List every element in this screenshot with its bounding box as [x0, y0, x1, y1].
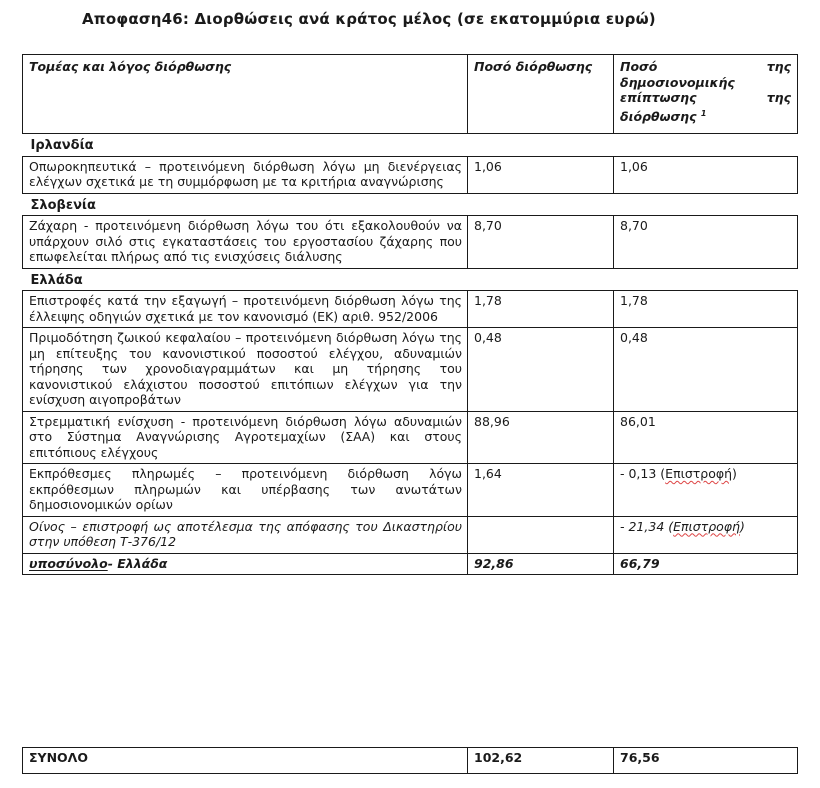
country-name: Ελλάδα	[23, 268, 798, 291]
country-row-ireland	[23, 134, 798, 157]
row-description: Πριμοδότηση ζωικού κεφαλαίου – προτεινόμενη διόρθωση λόγω της μη επίτευξης του κανονιστικού ποσοστού ελέγχου, αδυναμιών τήρησης των χρονοδιαγραμμάτων και μη τήρησης του κανονιστικού ελάχιστου ποσοστού επιτόπιων ελέγχων για την ενίσχυση αιγοπροβάτων	[23, 328, 468, 412]
header-impact	[614, 55, 798, 134]
row-amount: 1,06	[468, 156, 614, 193]
row-impact	[614, 516, 798, 553]
table-row	[23, 411, 798, 464]
header-sector: Τομέας και λόγος διόρθωσης	[23, 55, 468, 134]
total-row	[23, 748, 798, 774]
row-amount: 88,96	[468, 411, 614, 464]
subtotal-label	[23, 553, 468, 575]
subtotal-label-word: υποσύνολο	[29, 555, 108, 571]
impact-note: Επιστροφή	[665, 466, 733, 481]
row-description: Ζάχαρη - προτεινόμενη διόρθωση λόγω του ότι εξακολουθούν να υπάρχουν σιλό στις εγκαταστάσεις του εργοστασίου ζάχαρης που επωφελείται πλήρως από τις ενισχύσεις διάλυσης	[23, 216, 468, 269]
country-name: Ιρλανδία	[23, 134, 798, 157]
row-impact: 8,70	[614, 216, 798, 269]
row-description: Στρεμματική ενίσχυση - προτεινόμενη διόρθωση λόγω αδυναμιών στο Σύστημα Αναγνώρισης Αγροτεμαχίων (ΣΑΑ) και στους επιτόπιους ελέγχους	[23, 411, 468, 464]
corrections-table	[22, 54, 798, 575]
subtotal-label-country: - Ελλάδα	[107, 555, 168, 571]
impact-note: Επιστροφή	[673, 518, 740, 534]
row-amount	[468, 516, 614, 553]
row-impact	[614, 464, 798, 517]
subtotal-impact: 66,79	[614, 553, 798, 575]
footnote-marker: 1	[700, 108, 707, 118]
impact-close: )	[739, 518, 745, 534]
table-row	[23, 156, 798, 193]
row-impact: 1,06	[614, 156, 798, 193]
subtotal-row	[23, 553, 798, 575]
row-description: Οίνος – επιστροφή ως αποτέλεσμα της απόφασης του Δικαστηρίου στην υπόθεση Τ-376/12	[23, 516, 468, 553]
document-title: Αποφαση46: Διορθώσεις ανά κράτος μέλος (σε εκατομμύρια ευρώ)	[82, 10, 656, 28]
country-row-slovenia	[23, 193, 798, 216]
header-impact-label: Ποσό της δημοσιονομικής επίπτωσης της διόρθωσης	[620, 59, 791, 124]
table-row	[23, 328, 798, 412]
table-header-row	[23, 55, 798, 134]
row-impact: 0,48	[614, 328, 798, 412]
impact-value: - 0,13 (	[620, 466, 666, 481]
row-amount: 8,70	[468, 216, 614, 269]
table-row	[23, 464, 798, 517]
row-description: Επιστροφές κατά την εξαγωγή – προτεινόμενη διόρθωση λόγω της έλλειψης οδηγιών σχετικά με τον κανονισμό (ΕΚ) αριθ. 952/2006	[23, 291, 468, 328]
row-amount: 0,48	[468, 328, 614, 412]
impact-close: )	[732, 466, 737, 481]
country-name: Σλοβενία	[23, 193, 798, 216]
row-impact: 1,78	[614, 291, 798, 328]
header-amount: Ποσό διόρθωσης	[468, 55, 614, 134]
subtotal-amount: 92,86	[468, 553, 614, 575]
row-amount: 1,78	[468, 291, 614, 328]
total-amount: 102,62	[468, 748, 614, 774]
total-impact: 76,56	[614, 748, 798, 774]
country-row-greece	[23, 268, 798, 291]
row-impact: 86,01	[614, 411, 798, 464]
table-row	[23, 516, 798, 553]
row-description: Οπωροκηπευτικά – προτεινόμενη διόρθωση λόγω μη διενέργειας ελέγχων σχετικά με τη συμμόρφωση με τα κριτήρια αναγνώρισης	[23, 156, 468, 193]
row-description: Εκπρόθεσμες πληρωμές – προτεινόμενη διόρθωση λόγω εκπρόθεσμων πληρωμών και υπέρβασης των ανωτάτων δημοσιονομικών ορίων	[23, 464, 468, 517]
row-amount: 1,64	[468, 464, 614, 517]
impact-value: - 21,34 (	[620, 518, 674, 534]
total-table	[22, 747, 798, 774]
table-row	[23, 216, 798, 269]
table-row	[23, 291, 798, 328]
total-label: ΣΥΝΟΛΟ	[23, 748, 468, 774]
